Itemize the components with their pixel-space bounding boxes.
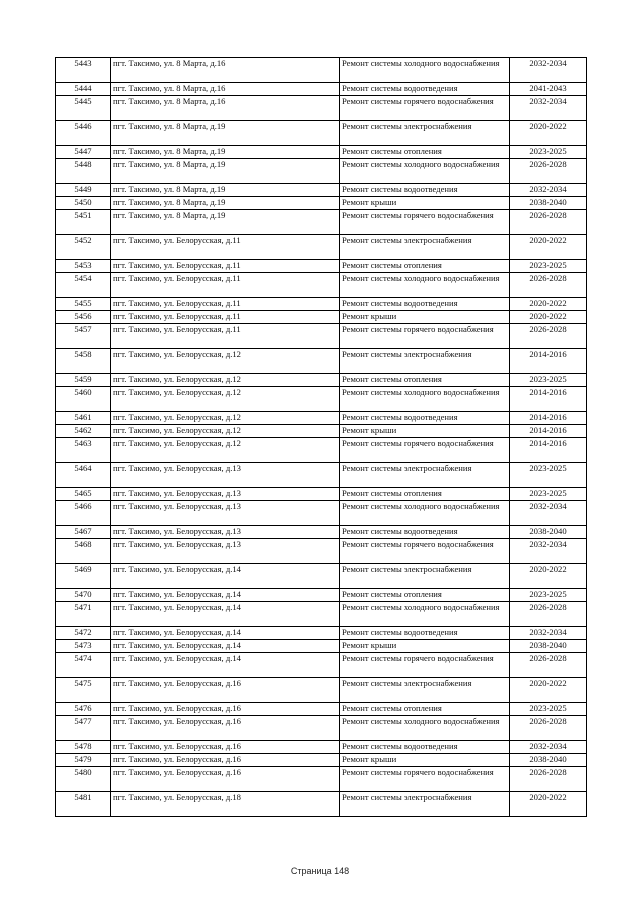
period-cell: 2038-2040	[510, 754, 587, 767]
address-cell: пгт. Таксимо, ул. 8 Марта, д.16	[111, 96, 340, 121]
address-cell: пгт. Таксимо, ул. Белорусская, д.13	[111, 463, 340, 488]
period-cell: 2023-2025	[510, 260, 587, 273]
row-number-cell: 5449	[56, 184, 111, 197]
address-cell: пгт. Таксимо, ул. Белорусская, д.13	[111, 501, 340, 526]
address-cell: пгт. Таксимо, ул. Белорусская, д.16	[111, 741, 340, 754]
row-number-cell: 5461	[56, 412, 111, 425]
row-number-cell: 5471	[56, 602, 111, 627]
row-number-cell: 5459	[56, 374, 111, 387]
period-cell: 2023-2025	[510, 374, 587, 387]
table-row	[56, 703, 587, 716]
work-type-cell: Ремонт системы отопления	[340, 488, 510, 501]
address-cell: пгт. Таксимо, ул. Белорусская, д.11	[111, 235, 340, 260]
address-cell: пгт. Таксимо, ул. Белорусская, д.11	[111, 324, 340, 349]
work-type-cell: Ремонт системы холодного водоснабжения	[340, 716, 510, 741]
table-row	[56, 754, 587, 767]
period-cell: 2020-2022	[510, 564, 587, 589]
row-number-cell: 5474	[56, 653, 111, 678]
document-sheet	[55, 57, 586, 817]
period-cell: 2020-2022	[510, 311, 587, 324]
period-cell: 2026-2028	[510, 602, 587, 627]
table-row	[56, 96, 587, 121]
row-number-cell: 5481	[56, 792, 111, 817]
row-number-cell: 5444	[56, 83, 111, 96]
row-number-cell: 5469	[56, 564, 111, 589]
table-row	[56, 627, 587, 640]
table-row	[56, 210, 587, 235]
row-number-cell: 5480	[56, 767, 111, 792]
table-row	[56, 324, 587, 349]
address-cell: пгт. Таксимо, ул. Белорусская, д.16	[111, 767, 340, 792]
work-type-cell: Ремонт крыши	[340, 197, 510, 210]
work-type-cell: Ремонт системы водоотведения	[340, 627, 510, 640]
row-number-cell: 5464	[56, 463, 111, 488]
address-cell: пгт. Таксимо, ул. 8 Марта, д.19	[111, 210, 340, 235]
row-number-cell: 5446	[56, 121, 111, 146]
address-cell: пгт. Таксимо, ул. Белорусская, д.16	[111, 754, 340, 767]
period-cell: 2026-2028	[510, 210, 587, 235]
address-cell: пгт. Таксимо, ул. Белорусская, д.12	[111, 425, 340, 438]
address-cell: пгт. Таксимо, ул. 8 Марта, д.16	[111, 83, 340, 96]
work-type-cell: Ремонт системы водоотведения	[340, 298, 510, 311]
table-row	[56, 349, 587, 374]
work-type-cell: Ремонт системы электроснабжения	[340, 792, 510, 817]
address-cell: пгт. Таксимо, ул. 8 Марта, д.16	[111, 58, 340, 83]
work-type-cell: Ремонт системы отопления	[340, 703, 510, 716]
work-type-cell: Ремонт системы отопления	[340, 260, 510, 273]
table-row	[56, 678, 587, 703]
table-row	[56, 184, 587, 197]
work-type-cell: Ремонт крыши	[340, 311, 510, 324]
row-number-cell: 5468	[56, 539, 111, 564]
row-number-cell: 5454	[56, 273, 111, 298]
address-cell: пгт. Таксимо, ул. 8 Марта, д.19	[111, 121, 340, 146]
work-type-cell: Ремонт системы водоотведения	[340, 741, 510, 754]
work-type-cell: Ремонт системы электроснабжения	[340, 349, 510, 374]
period-cell: 2032-2034	[510, 96, 587, 121]
row-number-cell: 5472	[56, 627, 111, 640]
page-number: Страница 148	[290, 866, 350, 876]
address-cell: пгт. Таксимо, ул. Белорусская, д.14	[111, 602, 340, 627]
table-row	[56, 412, 587, 425]
table-row	[56, 716, 587, 741]
period-cell: 2026-2028	[510, 653, 587, 678]
work-type-cell: Ремонт системы горячего водоснабжения	[340, 653, 510, 678]
address-cell: пгт. Таксимо, ул. Белорусская, д.12	[111, 412, 340, 425]
table-row	[56, 159, 587, 184]
work-type-cell: Ремонт системы электроснабжения	[340, 121, 510, 146]
period-cell: 2020-2022	[510, 792, 587, 817]
work-type-cell: Ремонт системы электроснабжения	[340, 463, 510, 488]
address-cell: пгт. Таксимо, ул. Белорусская, д.14	[111, 627, 340, 640]
row-number-cell: 5460	[56, 387, 111, 412]
address-cell: пгт. Таксимо, ул. 8 Марта, д.19	[111, 159, 340, 184]
row-number-cell: 5475	[56, 678, 111, 703]
address-cell: пгт. Таксимо, ул. 8 Марта, д.19	[111, 146, 340, 159]
work-type-cell: Ремонт системы горячего водоснабжения	[340, 539, 510, 564]
row-number-cell: 5467	[56, 526, 111, 539]
table-row	[56, 121, 587, 146]
period-cell: 2041-2043	[510, 83, 587, 96]
period-cell: 2014-2016	[510, 425, 587, 438]
period-cell: 2020-2022	[510, 235, 587, 260]
table-row	[56, 488, 587, 501]
period-cell: 2026-2028	[510, 273, 587, 298]
address-cell: пгт. Таксимо, ул. Белорусская, д.16	[111, 678, 340, 703]
table-row	[56, 501, 587, 526]
period-cell: 2032-2034	[510, 539, 587, 564]
address-cell: пгт. Таксимо, ул. Белорусская, д.13	[111, 488, 340, 501]
table-row	[56, 564, 587, 589]
period-cell: 2038-2040	[510, 526, 587, 539]
row-number-cell: 5466	[56, 501, 111, 526]
table-row	[56, 463, 587, 488]
work-type-cell: Ремонт системы отопления	[340, 589, 510, 602]
address-cell: пгт. Таксимо, ул. Белорусская, д.14	[111, 640, 340, 653]
work-type-cell: Ремонт системы горячего водоснабжения	[340, 438, 510, 463]
address-cell: пгт. Таксимо, ул. 8 Марта, д.19	[111, 184, 340, 197]
period-cell: 2026-2028	[510, 716, 587, 741]
address-cell: пгт. Таксимо, ул. Белорусская, д.12	[111, 387, 340, 412]
table-row	[56, 539, 587, 564]
table-row	[56, 58, 587, 83]
address-cell: пгт. Таксимо, ул. Белорусская, д.14	[111, 653, 340, 678]
row-number-cell: 5458	[56, 349, 111, 374]
row-number-cell: 5443	[56, 58, 111, 83]
address-cell: пгт. Таксимо, ул. Белорусская, д.11	[111, 311, 340, 324]
address-cell: пгт. Таксимо, ул. Белорусская, д.13	[111, 539, 340, 564]
table-row	[56, 311, 587, 324]
period-cell: 2023-2025	[510, 463, 587, 488]
address-cell: пгт. Таксимо, ул. Белорусская, д.16	[111, 716, 340, 741]
row-number-cell: 5457	[56, 324, 111, 349]
row-number-cell: 5476	[56, 703, 111, 716]
address-cell: пгт. Таксимо, ул. Белорусская, д.16	[111, 703, 340, 716]
row-number-cell: 5452	[56, 235, 111, 260]
table-row	[56, 260, 587, 273]
table-body	[56, 58, 587, 817]
row-number-cell: 5479	[56, 754, 111, 767]
period-cell: 2032-2034	[510, 627, 587, 640]
row-number-cell: 5450	[56, 197, 111, 210]
work-type-cell: Ремонт системы водоотведения	[340, 526, 510, 539]
period-cell: 2020-2022	[510, 121, 587, 146]
table-row	[56, 273, 587, 298]
work-type-cell: Ремонт системы холодного водоснабжения	[340, 159, 510, 184]
table-row	[56, 374, 587, 387]
work-type-cell: Ремонт системы холодного водоснабжения	[340, 602, 510, 627]
work-type-cell: Ремонт системы водоотведения	[340, 184, 510, 197]
table-row	[56, 235, 587, 260]
row-number-cell: 5473	[56, 640, 111, 653]
work-type-cell: Ремонт крыши	[340, 425, 510, 438]
table-row	[56, 792, 587, 817]
table-row	[56, 653, 587, 678]
period-cell: 2032-2034	[510, 58, 587, 83]
row-number-cell: 5455	[56, 298, 111, 311]
address-cell: пгт. Таксимо, ул. Белорусская, д.14	[111, 564, 340, 589]
row-number-cell: 5456	[56, 311, 111, 324]
table-row	[56, 387, 587, 412]
table-row	[56, 602, 587, 627]
row-number-cell: 5453	[56, 260, 111, 273]
period-cell: 2032-2034	[510, 501, 587, 526]
table-row	[56, 438, 587, 463]
table-row	[56, 83, 587, 96]
work-type-cell: Ремонт системы холодного водоснабжения	[340, 501, 510, 526]
row-number-cell: 5478	[56, 741, 111, 754]
work-type-cell: Ремонт системы горячего водоснабжения	[340, 324, 510, 349]
work-type-cell: Ремонт системы горячего водоснабжения	[340, 96, 510, 121]
table-row	[56, 640, 587, 653]
period-cell: 2014-2016	[510, 387, 587, 412]
work-type-cell: Ремонт крыши	[340, 640, 510, 653]
row-number-cell: 5451	[56, 210, 111, 235]
work-type-cell: Ремонт системы электроснабжения	[340, 235, 510, 260]
address-cell: пгт. Таксимо, ул. Белорусская, д.12	[111, 438, 340, 463]
work-type-cell: Ремонт системы холодного водоснабжения	[340, 58, 510, 83]
row-number-cell: 5445	[56, 96, 111, 121]
table-row	[56, 298, 587, 311]
period-cell: 2023-2025	[510, 146, 587, 159]
address-cell: пгт. Таксимо, ул. Белорусская, д.11	[111, 298, 340, 311]
work-type-cell: Ремонт крыши	[340, 754, 510, 767]
period-cell: 2023-2025	[510, 589, 587, 602]
work-type-cell: Ремонт системы водоотведения	[340, 412, 510, 425]
period-cell: 2032-2034	[510, 184, 587, 197]
period-cell: 2020-2022	[510, 678, 587, 703]
row-number-cell: 5462	[56, 425, 111, 438]
address-cell: пгт. Таксимо, ул. Белорусская, д.13	[111, 526, 340, 539]
work-type-cell: Ремонт системы электроснабжения	[340, 564, 510, 589]
address-cell: пгт. Таксимо, ул. Белорусская, д.14	[111, 589, 340, 602]
row-number-cell: 5463	[56, 438, 111, 463]
period-cell: 2032-2034	[510, 741, 587, 754]
work-type-cell: Ремонт системы горячего водоснабжения	[340, 767, 510, 792]
row-number-cell: 5465	[56, 488, 111, 501]
address-cell: пгт. Таксимо, ул. 8 Марта, д.19	[111, 197, 340, 210]
table-row	[56, 741, 587, 754]
row-number-cell: 5448	[56, 159, 111, 184]
period-cell: 2026-2028	[510, 324, 587, 349]
period-cell: 2026-2028	[510, 159, 587, 184]
address-cell: пгт. Таксимо, ул. Белорусская, д.12	[111, 374, 340, 387]
address-cell: пгт. Таксимо, ул. Белорусская, д.12	[111, 349, 340, 374]
repair-schedule-table	[55, 57, 587, 817]
row-number-cell: 5477	[56, 716, 111, 741]
work-type-cell: Ремонт системы холодного водоснабжения	[340, 387, 510, 412]
row-number-cell: 5447	[56, 146, 111, 159]
period-cell: 2014-2016	[510, 412, 587, 425]
work-type-cell: Ремонт системы электроснабжения	[340, 678, 510, 703]
address-cell: пгт. Таксимо, ул. Белорусская, д.18	[111, 792, 340, 817]
period-cell: 2020-2022	[510, 298, 587, 311]
table-row	[56, 767, 587, 792]
table-row	[56, 197, 587, 210]
work-type-cell: Ремонт системы водоотведения	[340, 83, 510, 96]
work-type-cell: Ремонт системы холодного водоснабжения	[340, 273, 510, 298]
period-cell: 2023-2025	[510, 488, 587, 501]
work-type-cell: Ремонт системы горячего водоснабжения	[340, 210, 510, 235]
period-cell: 2038-2040	[510, 640, 587, 653]
table-row	[56, 526, 587, 539]
address-cell: пгт. Таксимо, ул. Белорусская, д.11	[111, 273, 340, 298]
row-number-cell: 5470	[56, 589, 111, 602]
period-cell: 2026-2028	[510, 767, 587, 792]
table-row	[56, 589, 587, 602]
period-cell: 2014-2016	[510, 349, 587, 374]
period-cell: 2038-2040	[510, 197, 587, 210]
period-cell: 2014-2016	[510, 438, 587, 463]
table-row	[56, 146, 587, 159]
table-row	[56, 425, 587, 438]
work-type-cell: Ремонт системы отопления	[340, 146, 510, 159]
address-cell: пгт. Таксимо, ул. Белорусская, д.11	[111, 260, 340, 273]
work-type-cell: Ремонт системы отопления	[340, 374, 510, 387]
period-cell: 2023-2025	[510, 703, 587, 716]
